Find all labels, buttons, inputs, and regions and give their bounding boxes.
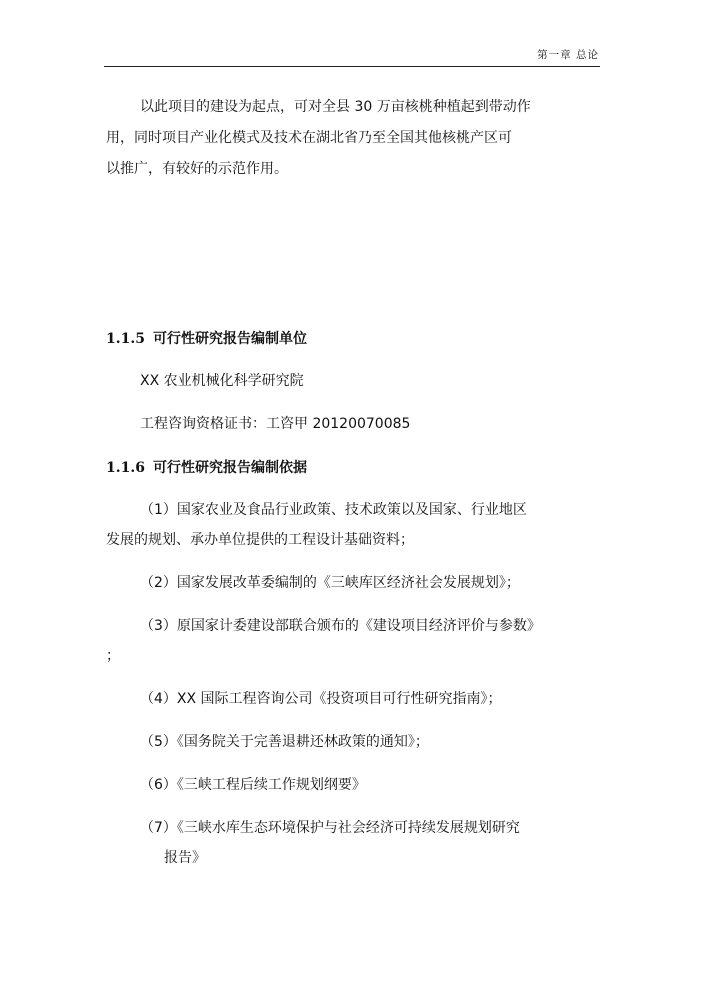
basis-item-5: （5）《国务院关于完善退耕还林政策的通知》； bbox=[140, 734, 429, 750]
certificate-line: 工程咨询资格证书：工咨甲 20120070085 bbox=[140, 416, 411, 432]
basis-item-6: （6）《三峡工程后续工作规划纲要》 bbox=[140, 777, 366, 793]
basis-item-7-line-2: 报告》 bbox=[164, 850, 206, 866]
section-heading-1-1-6 bbox=[106, 457, 307, 477]
section-heading-1-1-5 bbox=[106, 328, 307, 348]
basis-item-7-line-1: （7）《三峡水库生态环境保护与社会经济可持续发展规划研究 bbox=[140, 820, 520, 836]
intro-line-1: 以此项目的建设为起点，可对全县 30 万亩核桃种植起到带动作 bbox=[140, 99, 531, 115]
basis-item-4: （4）XX 国际工程咨询公司《投资项目可行性研究指南》； bbox=[140, 691, 502, 707]
basis-item-1-line-2: 发展的规划、承办单位提供的工程设计基础资料； bbox=[106, 532, 414, 548]
section-number: 1.1.5 bbox=[106, 331, 145, 347]
header-divider bbox=[104, 66, 600, 67]
section-title: 可行性研究报告编制单位 bbox=[152, 331, 307, 347]
basis-item-3-line-2: ； bbox=[106, 648, 120, 664]
basis-item-2: （2）国家发展改革委编制的《三峡库区经济社会发展规划》； bbox=[140, 575, 520, 591]
intro-line-2: 用，同时项目产业化模式及技术在湖北省乃至全国其他核桃产区可 bbox=[106, 130, 512, 146]
section-number: 1.1.6 bbox=[106, 460, 145, 476]
compiling-unit: XX 农业机械化科学研究院 bbox=[140, 373, 304, 389]
basis-item-1-line-1: （1）国家农业及食品行业政策、技术政策以及国家、行业地区 bbox=[140, 502, 527, 518]
section-title: 可行性研究报告编制依据 bbox=[152, 460, 307, 476]
basis-item-3-line-1: （3）原国家计委建设部联合颁布的《建设项目经济评价与参数》 bbox=[140, 618, 541, 634]
intro-line-3: 以推广，有较好的示范作用。 bbox=[106, 161, 288, 177]
chapter-header: 第一章 总论 bbox=[537, 49, 599, 61]
